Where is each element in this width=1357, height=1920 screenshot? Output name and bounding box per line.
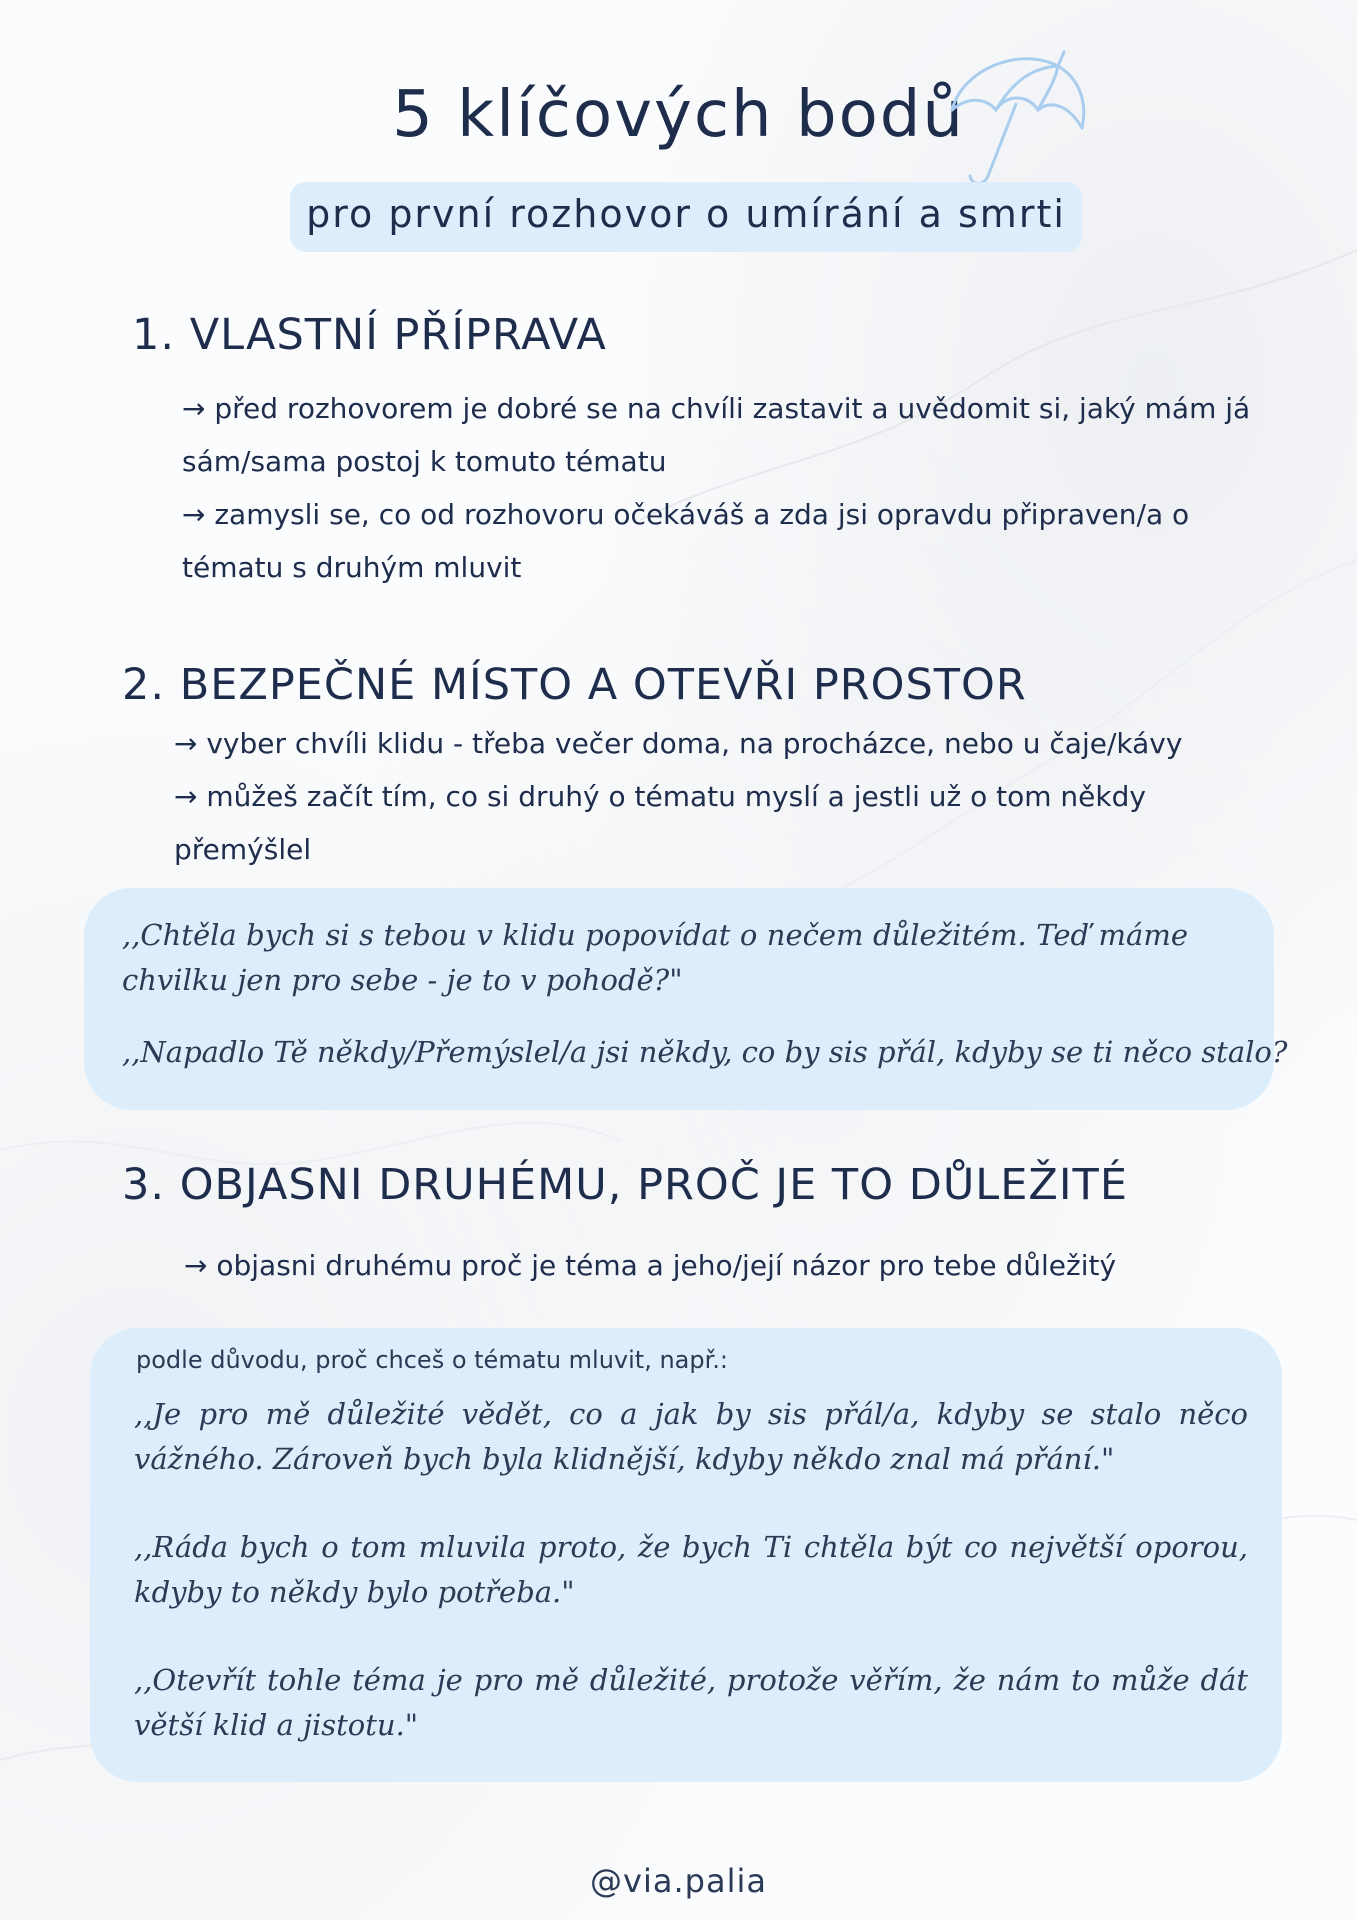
section-3-heading: 3. OBJASNI DRUHÉMU, PROČ JE TO DŮLEŽITÉ	[122, 1160, 1128, 1210]
section-1-heading: 1. VLASTNÍ PŘÍPRAVA	[132, 310, 607, 360]
page-title: 5 klíčových bodů	[392, 78, 965, 152]
section-3-quote-2: ,,Ráda bych o tom mluvila proto, že bych Ti chtěla být co největší oporou, kdyby to někdy bylo potřeba."	[134, 1530, 1248, 1609]
section-3-note: podle důvodu, proč chceš o tématu mluvit, např.:	[136, 1346, 728, 1374]
section-2-quote-1: ,,Chtěla bych si s tebou v klidu popovídat o nečem důležitém. Teď máme chvilku jen pro sebe - je to v pohodě?"	[122, 918, 1188, 997]
section-1-point-1: → před rozhovorem je dobré se na chvíli zastavit a uvědomit si, jaký mám já sám/sama postoj k tomuto tématu	[182, 392, 1251, 478]
section-3-point-1: → objasni druhému proč je téma a jeho/její názor pro tebe důležitý	[184, 1249, 1117, 1282]
section-3-quote-1: ,,Je pro mě důležité vědět, co a jak by sis přál/a, kdyby se stalo něco vážného. Zároveň bych byla klidnější, kdyby někdo znal má přání."	[134, 1397, 1248, 1476]
section-2-heading: 2. BEZPEČNÉ MÍSTO A OTEVŘI PROSTOR	[122, 660, 1027, 710]
section-3-quote-3: ,,Otevřít tohle téma je pro mě důležité, protože věřím, že nám to může dát větší klid a jistotu."	[134, 1663, 1248, 1742]
page-subtitle: pro první rozhovor o umírání a smrti	[306, 192, 1066, 236]
section-2-point-1: → vyber chvíli klidu - třeba večer doma, na procházce, nebo u čaje/kávy	[174, 727, 1183, 760]
footer-handle: @via.palia	[590, 1862, 767, 1900]
section-1-point-2: → zamysli se, co od rozhovoru očekáváš a zda jsi opravdu připraven/a o tématu s druhým mluvit	[182, 498, 1190, 584]
section-2-quote-2: ,,Napadlo Tě někdy/Přemýslel/a jsi někdy, co by sis přál, kdyby se ti něco stalo?	[122, 1035, 1288, 1069]
umbrella-icon	[940, 48, 1090, 193]
section-2-point-2: → můžeš začít tím, co si druhý o tématu myslí a jestli už o tom někdy přemýšlel	[174, 780, 1146, 866]
